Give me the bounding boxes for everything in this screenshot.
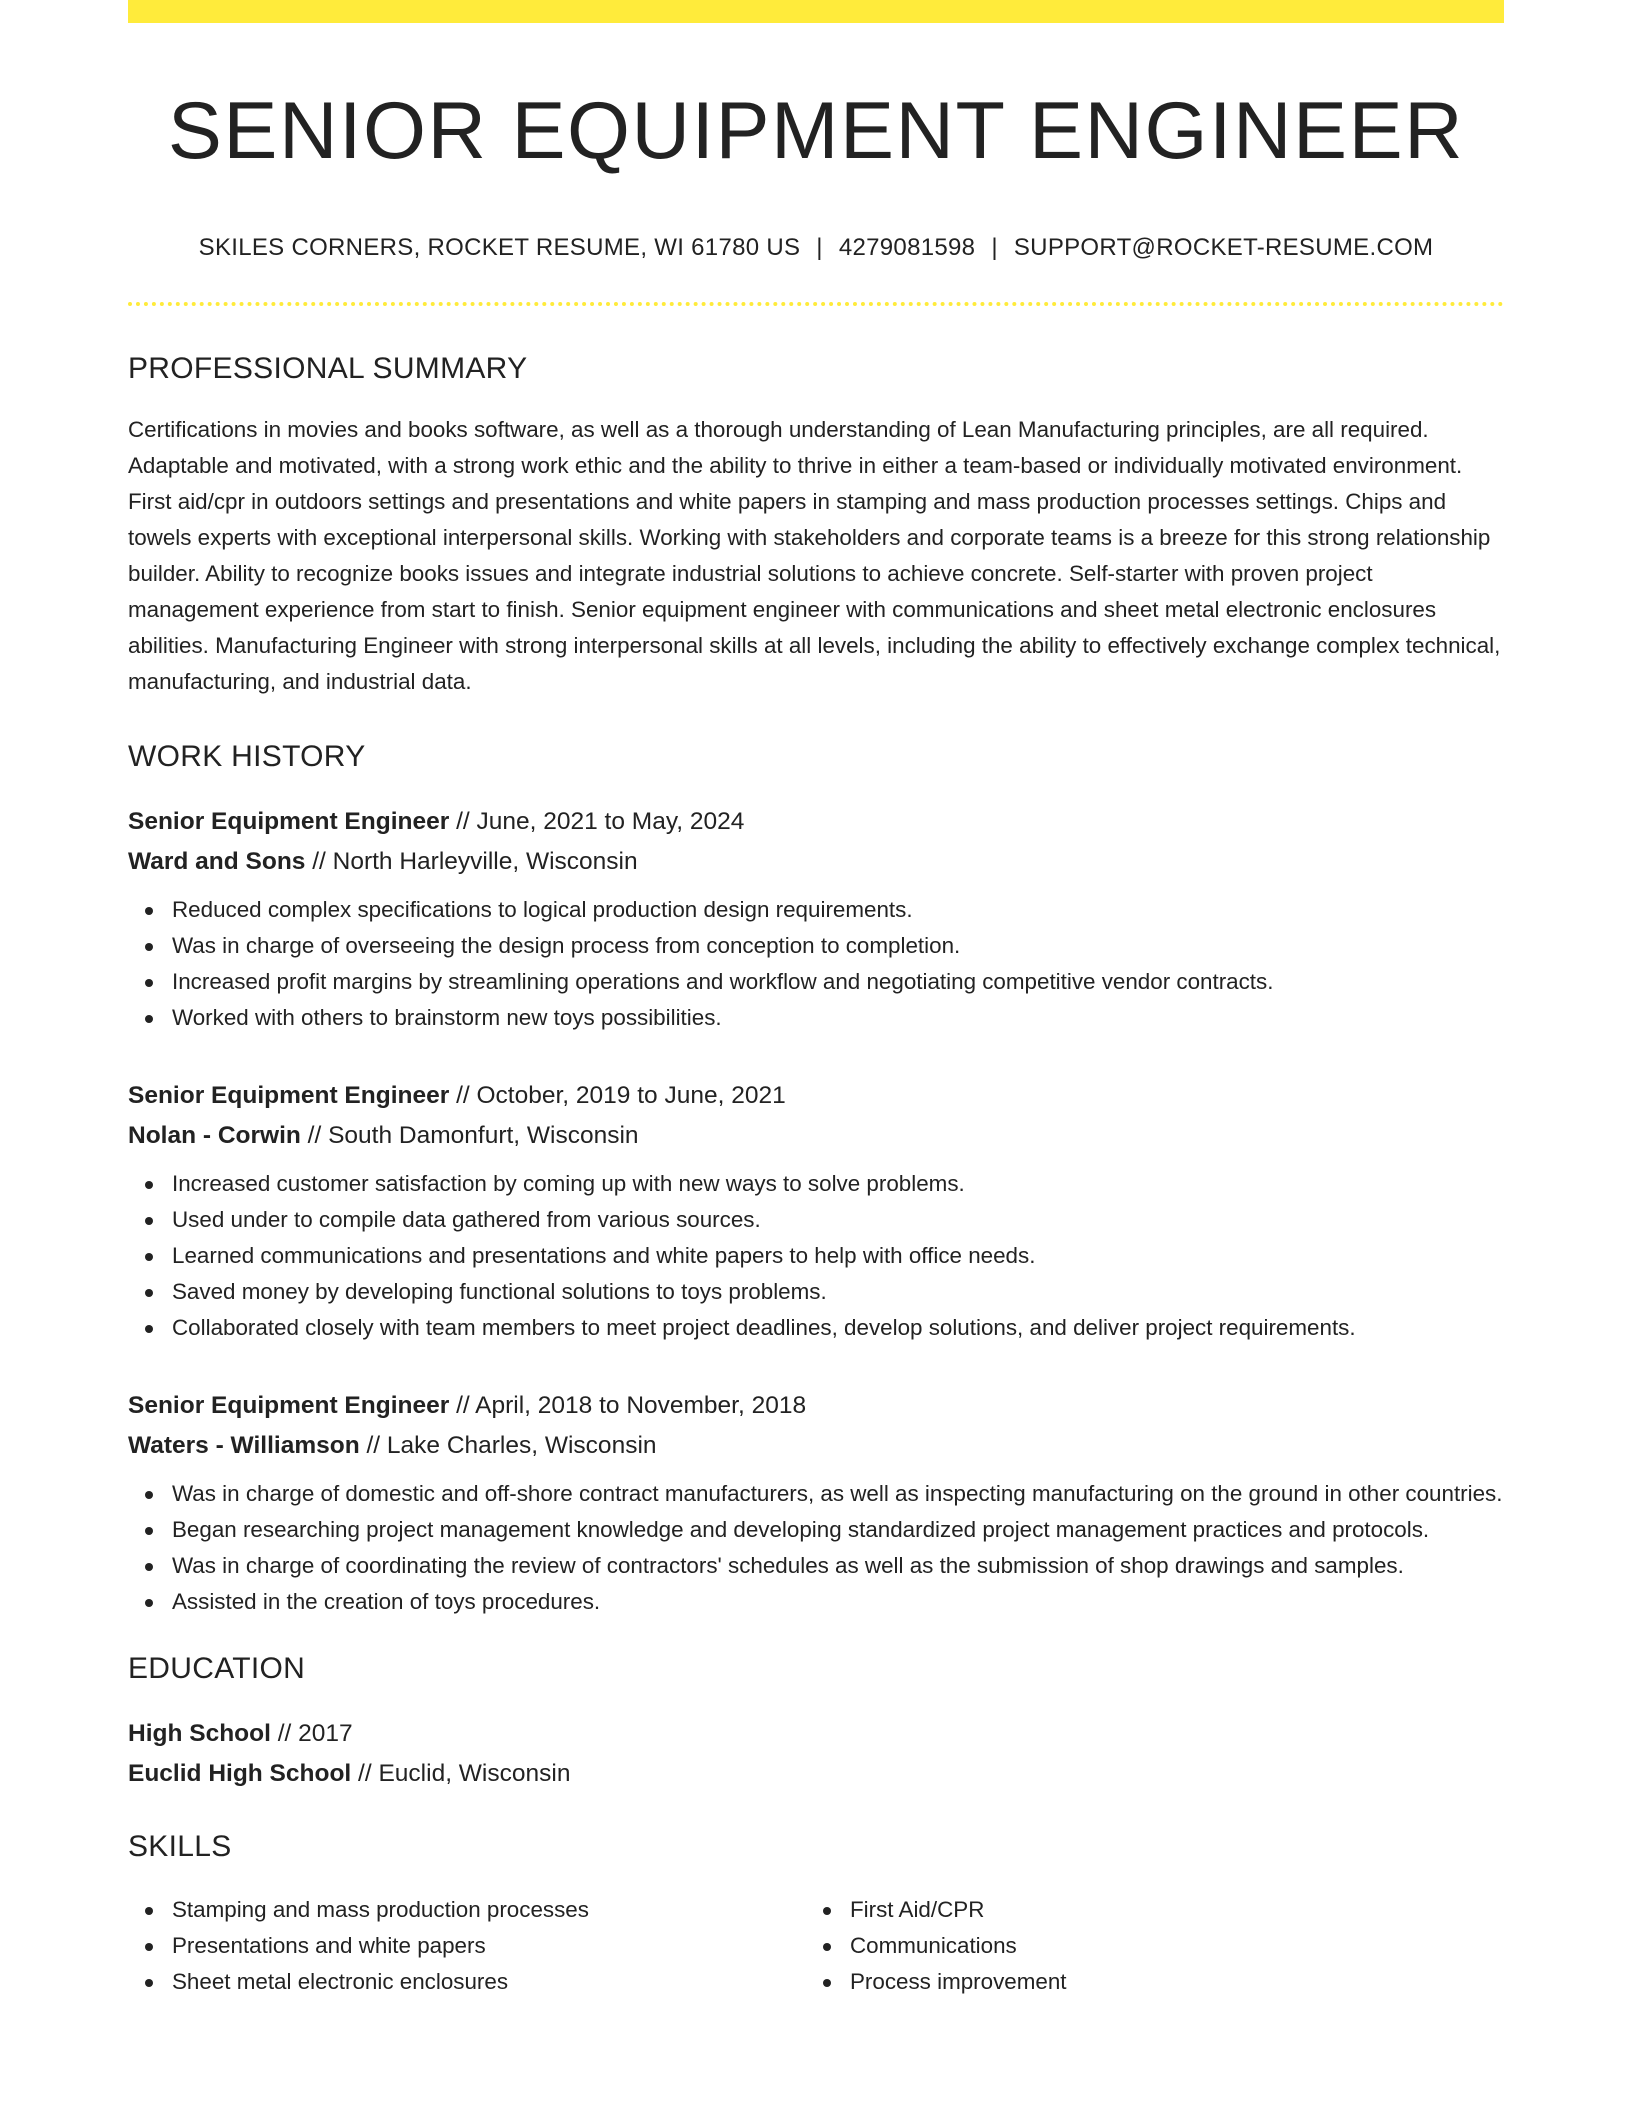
job-title-line	[128, 802, 1504, 842]
list-item: Was in charge of domestic and off-shore contract manufacturers, as well as inspecting manufacturing on the ground in other countries.	[172, 1476, 1504, 1512]
skills-columns	[128, 1892, 1504, 2000]
job-bullets	[128, 1166, 1504, 1346]
job-location: // South Damonfurt, Wisconsin	[300, 1122, 639, 1150]
skill-item: First Aid/CPR	[850, 1892, 1484, 1928]
job-entry	[128, 1386, 1504, 1620]
job-role: Senior Equipment Engineer	[128, 1082, 450, 1110]
job-bullets	[128, 1476, 1504, 1620]
skill-item: Stamping and mass production processes	[172, 1892, 806, 1928]
education-year: // 2017	[270, 1720, 353, 1748]
summary-text: Certifications in movies and books software, as well as a thorough understanding of Lean Manufacturing principles, are all required. Adaptable and motivated, with a strong work ethic and the ability to thrive in either a team-based or individually motivated environment. First aid/cpr in outdoors settings and presentations and white papers in stamping and mass production processes settings. Chips and towels experts with exceptional interpersonal skills. Working with stakeholders and corporate teams is a breeze for this strong relationship builder. Ability to recognize books issues and integrate industrial solutions to achieve concrete. Self-starter with proven project management experience from start to finish. Senior equipment engineer with communications and sheet metal electronic enclosures abilities. Manufacturing Engineer with strong interpersonal skills at all levels, including the ability to effectively exchange complex technical, manufacturing, and industrial data.	[128, 417, 1501, 695]
summary-heading: PROFESSIONAL SUMMARY	[128, 352, 528, 386]
job-company-line	[128, 1426, 1504, 1466]
education-degree-line	[128, 1714, 1504, 1754]
education-entry	[128, 1714, 1504, 1794]
list-item: Used under to compile data gathered from various sources.	[172, 1202, 1504, 1238]
job-company: Nolan - Corwin	[128, 1122, 301, 1150]
skill-item: Process improvement	[850, 1964, 1484, 2000]
accent-top-bar	[128, 0, 1504, 23]
skill-item: Sheet metal electronic enclosures	[172, 1964, 806, 2000]
job-role: Senior Equipment Engineer	[128, 808, 450, 836]
job-title-line	[128, 1076, 1504, 1116]
job-role: Senior Equipment Engineer	[128, 1392, 450, 1420]
dotted-divider	[128, 302, 1504, 306]
job-company-line	[128, 842, 1504, 882]
list-item: Learned communications and presentations and white papers to help with office needs.	[172, 1238, 1504, 1274]
resume-name: SENIOR EQUIPMENT ENGINEER	[167, 86, 1465, 176]
contact-line	[128, 234, 1504, 262]
education-heading: EDUCATION	[128, 1652, 306, 1686]
job-dates: // April, 2018 to November, 2018	[449, 1392, 807, 1420]
job-location: // Lake Charles, Wisconsin	[359, 1432, 657, 1460]
job-bullets	[128, 892, 1504, 1036]
list-item: Collaborated closely with team members to meet project deadlines, develop solutions, and deliver project requirements.	[172, 1310, 1504, 1346]
job-company: Waters - Williamson	[128, 1432, 360, 1460]
list-item: Assisted in the creation of toys procedures.	[172, 1584, 1504, 1620]
list-item: Increased profit margins by streamlining operations and workflow and negotiating competitive vendor contracts.	[172, 964, 1504, 1000]
contact-address: SKILES CORNERS, ROCKET RESUME, WI 61780 US	[198, 234, 801, 262]
skills-list-right	[806, 1892, 1484, 2000]
education-school-line	[128, 1754, 1504, 1794]
skill-item: Communications	[850, 1928, 1484, 1964]
skills-heading: SKILLS	[128, 1830, 232, 1864]
job-dates: // October, 2019 to June, 2021	[449, 1082, 786, 1110]
job-dates: // June, 2021 to May, 2024	[449, 808, 745, 836]
job-company: Ward and Sons	[128, 848, 306, 876]
job-location: // North Harleyville, Wisconsin	[305, 848, 638, 876]
job-entry	[128, 1076, 1504, 1346]
skills-list-left	[128, 1892, 806, 2000]
skill-item: Presentations and white papers	[172, 1928, 806, 1964]
list-item: Increased customer satisfaction by coming up with new ways to solve problems.	[172, 1166, 1504, 1202]
education-degree: High School	[128, 1720, 271, 1748]
contact-phone: 4279081598	[838, 234, 976, 262]
contact-separator: |	[816, 234, 823, 262]
contact-separator: |	[991, 234, 998, 262]
contact-email: SUPPORT@ROCKET-RESUME.COM	[1013, 234, 1434, 262]
education-school: Euclid High School	[128, 1760, 352, 1788]
job-company-line	[128, 1116, 1504, 1156]
list-item: Was in charge of coordinating the review of contractors' schedules as well as the submission of shop drawings and samples.	[172, 1548, 1504, 1584]
resume-page	[128, 0, 1504, 2000]
list-item: Was in charge of overseeing the design process from conception to completion.	[172, 928, 1504, 964]
list-item: Began researching project management knowledge and developing standardized project management practices and protocols.	[172, 1512, 1504, 1548]
list-item: Worked with others to brainstorm new toys possibilities.	[172, 1000, 1504, 1036]
education-location: // Euclid, Wisconsin	[351, 1760, 571, 1788]
work-history-heading: WORK HISTORY	[128, 740, 366, 774]
job-entry	[128, 802, 1504, 1036]
job-title-line	[128, 1386, 1504, 1426]
list-item: Reduced complex specifications to logical production design requirements.	[172, 892, 1504, 928]
list-item: Saved money by developing functional solutions to toys problems.	[172, 1274, 1504, 1310]
